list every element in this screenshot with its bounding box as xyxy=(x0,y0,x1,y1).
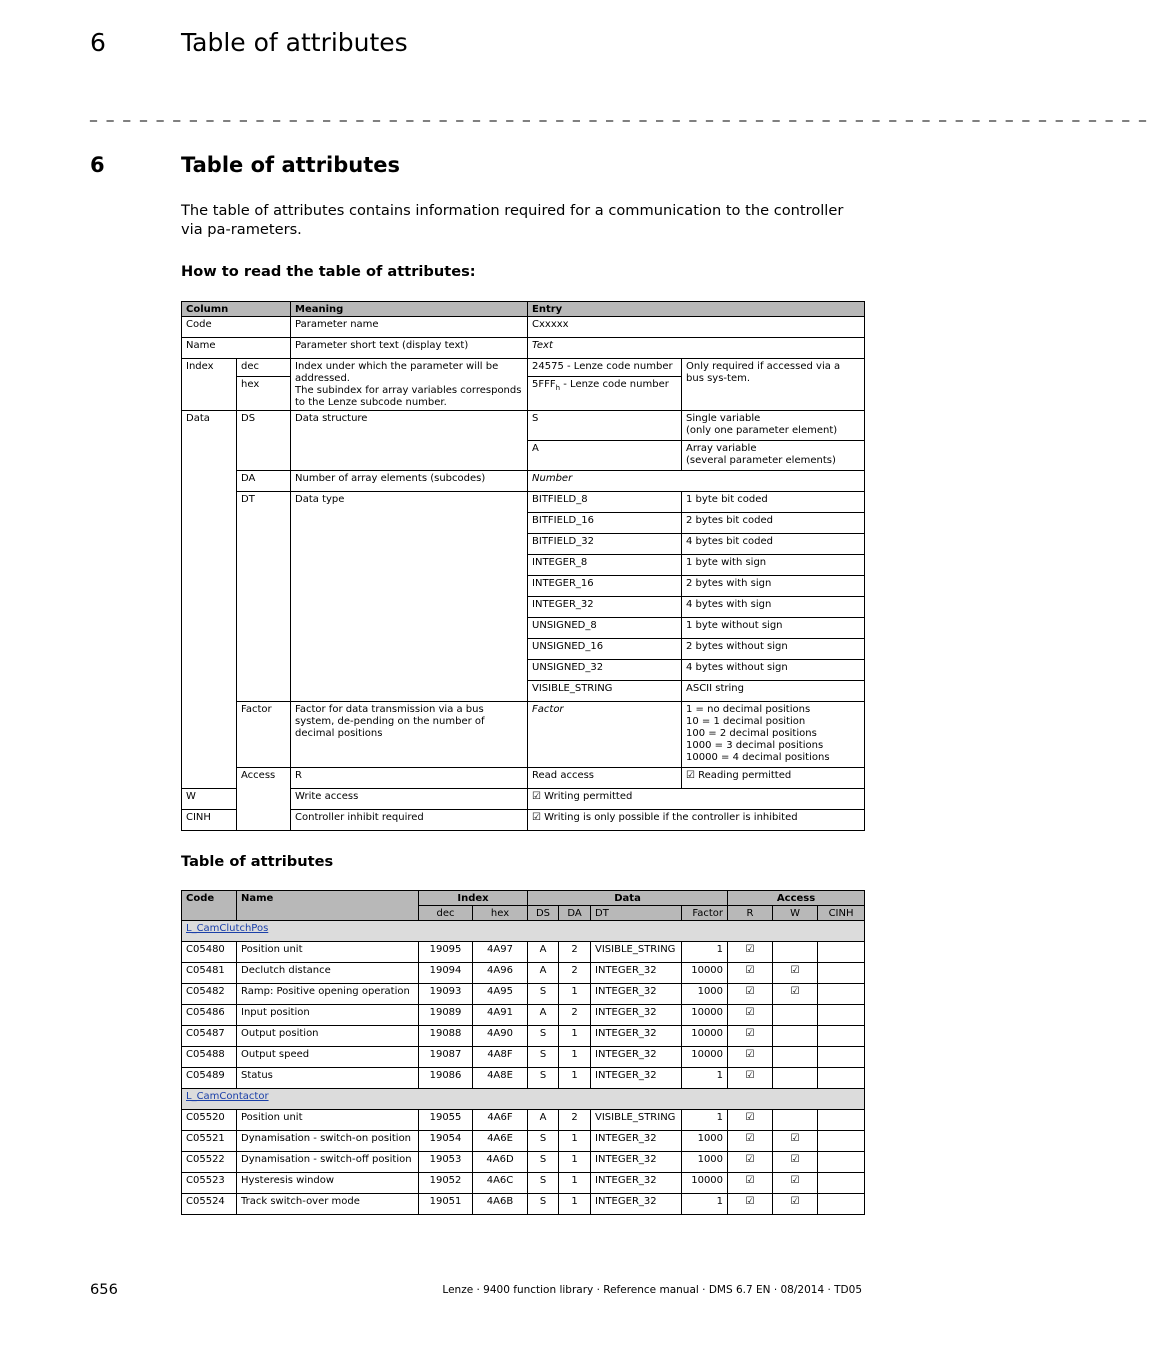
legend-access-r-entry: ☑ Reading permitted xyxy=(682,768,865,789)
footer-text: Lenze · 9400 function library · Reference manual · DMS 6.7 EN · 08/2014 · TD05 xyxy=(442,1284,862,1296)
legend-factor-entry: Factor xyxy=(528,702,682,768)
attr-dec: 19089 xyxy=(419,1005,473,1026)
attr-factor: 10000 xyxy=(682,1026,728,1047)
legend-dt-meaning: Data type xyxy=(291,492,528,702)
attr-head-hex: hex xyxy=(473,906,528,921)
attr-factor: 10000 xyxy=(682,1173,728,1194)
attr-hex: 4A8E xyxy=(473,1068,528,1089)
attr-da: 1 xyxy=(559,1047,591,1068)
legend-head-meaning: Meaning xyxy=(291,302,528,317)
attr-cinh xyxy=(818,984,865,1005)
group-row xyxy=(182,1089,865,1110)
attr-heading: Table of attributes xyxy=(181,853,334,870)
attr-ds: S xyxy=(528,1047,559,1068)
attr-da: 2 xyxy=(559,1005,591,1026)
table-row xyxy=(182,1131,865,1152)
attr-write: ☑ xyxy=(773,1173,818,1194)
legend-dt-desc: 1 byte with sign xyxy=(682,555,865,576)
attr-dt: INTEGER_32 xyxy=(591,1194,682,1215)
attr-factor: 1000 xyxy=(682,1131,728,1152)
legend-dt-sub: DT xyxy=(237,492,291,702)
page-number: 656 xyxy=(90,1281,118,1298)
legend-dt-type: UNSIGNED_8 xyxy=(528,618,682,639)
attr-dt: INTEGER_32 xyxy=(591,1068,682,1089)
attr-name: Input position xyxy=(237,1005,419,1026)
group-cell xyxy=(182,921,865,942)
attr-write xyxy=(773,942,818,963)
legend-code-meaning: Parameter name xyxy=(291,317,528,338)
table-row xyxy=(182,1026,865,1047)
legend-access-col: Access xyxy=(237,768,291,831)
attr-write: ☑ xyxy=(773,984,818,1005)
attr-cinh xyxy=(818,1068,865,1089)
attr-head-dt: DT xyxy=(591,906,682,921)
attr-code: C05482 xyxy=(182,984,237,1005)
attributes-table xyxy=(181,890,865,1215)
table-row xyxy=(182,1194,865,1215)
attr-cinh xyxy=(818,1173,865,1194)
legend-dt-desc: 1 byte without sign xyxy=(682,618,865,639)
attr-head-name: Name xyxy=(237,891,419,921)
legend-dt-type: INTEGER_16 xyxy=(528,576,682,597)
attr-dec: 19051 xyxy=(419,1194,473,1215)
legend-dt-desc: 4 bytes without sign xyxy=(682,660,865,681)
legend-dt-desc: 4 bytes with sign xyxy=(682,597,865,618)
legend-head-entry: Entry xyxy=(528,302,865,317)
attr-head-factor: Factor xyxy=(682,906,728,921)
table-row xyxy=(182,942,865,963)
table-row xyxy=(182,1173,865,1194)
group-link[interactable]: L_CamClutchPos xyxy=(186,923,269,934)
attr-cinh xyxy=(818,942,865,963)
attr-da: 1 xyxy=(559,1194,591,1215)
attr-head-code: Code xyxy=(182,891,237,921)
attr-read: ☑ xyxy=(728,1110,773,1131)
attr-head-w: W xyxy=(773,906,818,921)
header-chapter-number: 6 xyxy=(90,28,106,57)
attr-name: Position unit xyxy=(237,1110,419,1131)
table-row xyxy=(182,1110,865,1131)
legend-name-entry: Text xyxy=(528,338,865,359)
attr-dt: INTEGER_32 xyxy=(591,1131,682,1152)
attr-dt: INTEGER_32 xyxy=(591,1047,682,1068)
group-link[interactable]: L_CamContactor xyxy=(186,1091,269,1102)
attr-ds: A xyxy=(528,942,559,963)
attr-hex: 4A6B xyxy=(473,1194,528,1215)
attr-cinh xyxy=(818,1110,865,1131)
legend-da-entry: Number xyxy=(528,471,865,492)
attr-hex: 4A95 xyxy=(473,984,528,1005)
attr-da: 1 xyxy=(559,1152,591,1173)
legend-dt-type: BITFIELD_32 xyxy=(528,534,682,555)
attr-dec: 19052 xyxy=(419,1173,473,1194)
attr-write xyxy=(773,1047,818,1068)
attr-hex: 4A6E xyxy=(473,1131,528,1152)
table-row xyxy=(182,963,865,984)
attr-head-r: R xyxy=(728,906,773,921)
attr-da: 1 xyxy=(559,1068,591,1089)
attr-factor: 1 xyxy=(682,1194,728,1215)
legend-index-dec-entry: 24575 - Lenze code number xyxy=(528,359,682,377)
attr-write xyxy=(773,1005,818,1026)
legend-ds-a-desc: Array variable (several parameter elements) xyxy=(682,441,865,471)
attr-dec: 19055 xyxy=(419,1110,473,1131)
attr-name: Dynamisation - switch-on position xyxy=(237,1131,419,1152)
attr-head-cinh: CINH xyxy=(818,906,865,921)
attr-dec: 19095 xyxy=(419,942,473,963)
legend-index-hex: hex xyxy=(237,377,291,411)
attributes-table-body xyxy=(182,921,865,1215)
attr-name: Track switch-over mode xyxy=(237,1194,419,1215)
legend-index-note: Only required if accessed via a bus sys-tem. xyxy=(682,359,865,411)
attr-hex: 4A96 xyxy=(473,963,528,984)
attr-code: C05486 xyxy=(182,1005,237,1026)
legend-dt-desc: ASCII string xyxy=(682,681,865,702)
legend-name-col: Name xyxy=(182,338,291,359)
header-divider: _ _ _ _ _ _ _ _ _ _ _ _ _ _ _ _ _ _ _ _ _ _ _ _ _ _ _ _ _ _ _ _ _ _ _ _ _ _ _ _ _ _ _ _ _ _ _ _ _ _ _ _ _ _ _ _ _ _ _ _ _ _ _ _ xyxy=(90,106,1149,122)
attr-dec: 19094 xyxy=(419,963,473,984)
attr-code: C05487 xyxy=(182,1026,237,1047)
legend-dt-type: UNSIGNED_32 xyxy=(528,660,682,681)
attr-head-ds: DS xyxy=(528,906,559,921)
attr-write: ☑ xyxy=(773,1152,818,1173)
attr-da: 2 xyxy=(559,942,591,963)
attr-read: ☑ xyxy=(728,984,773,1005)
attr-head-index: Index xyxy=(419,891,528,906)
attr-factor: 1 xyxy=(682,1110,728,1131)
attr-dt: INTEGER_32 xyxy=(591,984,682,1005)
attr-factor: 1 xyxy=(682,942,728,963)
attr-cinh xyxy=(818,1005,865,1026)
attr-hex: 4A97 xyxy=(473,942,528,963)
legend-ds-s-desc: Single variable (only one parameter element) xyxy=(682,411,865,441)
attr-code: C05521 xyxy=(182,1131,237,1152)
attr-hex: 4A8F xyxy=(473,1047,528,1068)
attr-hex: 4A6D xyxy=(473,1152,528,1173)
attr-ds: S xyxy=(528,1131,559,1152)
legend-factor-sub: Factor xyxy=(237,702,291,768)
attr-name: Ramp: Positive opening operation xyxy=(237,984,419,1005)
hex-entry-post: - Lenze code number xyxy=(560,379,669,390)
legend-access-cinh-sub: CINH xyxy=(182,810,237,831)
attr-dec: 19054 xyxy=(419,1131,473,1152)
legend-dt-type: VISIBLE_STRING xyxy=(528,681,682,702)
attr-hex: 4A6F xyxy=(473,1110,528,1131)
attr-dec: 19088 xyxy=(419,1026,473,1047)
attr-cinh xyxy=(818,1026,865,1047)
attr-ds: S xyxy=(528,1194,559,1215)
attr-ds: A xyxy=(528,1005,559,1026)
legend-dt-type: INTEGER_32 xyxy=(528,597,682,618)
attr-read: ☑ xyxy=(728,1005,773,1026)
attr-da: 2 xyxy=(559,963,591,984)
attr-read: ☑ xyxy=(728,1026,773,1047)
legend-factor-desc: 1 = no decimal positions 10 = 1 decimal position 100 = 2 decimal positions 1000 = 3 decimal positions 10000 = 4 decimal positions xyxy=(682,702,865,768)
group-cell xyxy=(182,1089,865,1110)
hex-entry-sub: h xyxy=(555,384,561,392)
legend-index-meaning: Index under which the parameter will be addressed. The subindex for array variables corresponds to the Lenze subcode number. xyxy=(291,359,528,411)
attr-dt: INTEGER_32 xyxy=(591,1005,682,1026)
attr-name: Status xyxy=(237,1068,419,1089)
legend-code-col: Code xyxy=(182,317,291,338)
table-row xyxy=(182,984,865,1005)
attr-dec: 19053 xyxy=(419,1152,473,1173)
attr-cinh xyxy=(818,1131,865,1152)
legend-dt-type: INTEGER_8 xyxy=(528,555,682,576)
attr-read: ☑ xyxy=(728,1173,773,1194)
attr-code: C05523 xyxy=(182,1173,237,1194)
legend-access-w-meaning: Write access xyxy=(291,789,528,810)
legend-access-r-meaning: Read access xyxy=(528,768,682,789)
attr-name: Output position xyxy=(237,1026,419,1047)
intro-paragraph: The table of attributes contains information required for a communication to the controller via pa-rameters. xyxy=(181,202,844,238)
attr-ds: S xyxy=(528,1152,559,1173)
legend-heading: How to read the table of attributes: xyxy=(181,263,476,280)
attr-dt: VISIBLE_STRING xyxy=(591,1110,682,1131)
table-row xyxy=(182,1068,865,1089)
attr-write: ☑ xyxy=(773,1131,818,1152)
attr-write xyxy=(773,1068,818,1089)
attr-read: ☑ xyxy=(728,942,773,963)
legend-data-col: Data xyxy=(182,411,237,789)
attr-dt: VISIBLE_STRING xyxy=(591,942,682,963)
attr-ds: S xyxy=(528,1026,559,1047)
group-row xyxy=(182,921,865,942)
section-number: 6 xyxy=(90,153,105,177)
attr-factor: 10000 xyxy=(682,1005,728,1026)
attr-cinh xyxy=(818,1047,865,1068)
legend-access-cinh-entry: ☑ Writing is only possible if the controller is inhibited xyxy=(528,810,865,831)
legend-index-dec: dec xyxy=(237,359,291,377)
attr-cinh xyxy=(818,1152,865,1173)
section-title: Table of attributes xyxy=(181,153,401,177)
legend-access-cinh-meaning: Controller inhibit required xyxy=(291,810,528,831)
attr-name: Hysteresis window xyxy=(237,1173,419,1194)
attr-hex: 4A91 xyxy=(473,1005,528,1026)
attr-name: Dynamisation - switch-off position xyxy=(237,1152,419,1173)
legend-dt-type: BITFIELD_16 xyxy=(528,513,682,534)
attr-read: ☑ xyxy=(728,963,773,984)
legend-dt-desc: 2 bytes without sign xyxy=(682,639,865,660)
attr-name: Declutch distance xyxy=(237,963,419,984)
attr-read: ☑ xyxy=(728,1047,773,1068)
attr-hex: 4A6C xyxy=(473,1173,528,1194)
attr-head-access: Access xyxy=(728,891,865,906)
table-row xyxy=(182,1047,865,1068)
table-row xyxy=(182,1152,865,1173)
legend-ds-s-entry: S xyxy=(528,411,682,441)
legend-table xyxy=(181,301,865,831)
attr-da: 1 xyxy=(559,1131,591,1152)
attr-da: 1 xyxy=(559,1026,591,1047)
attr-ds: S xyxy=(528,1068,559,1089)
attr-cinh xyxy=(818,1194,865,1215)
attr-code: C05524 xyxy=(182,1194,237,1215)
attr-dec: 19087 xyxy=(419,1047,473,1068)
attr-da: 2 xyxy=(559,1110,591,1131)
header-chapter-title: Table of attributes xyxy=(181,28,408,57)
attr-read: ☑ xyxy=(728,1152,773,1173)
attr-name: Position unit xyxy=(237,942,419,963)
table-row xyxy=(182,1005,865,1026)
legend-dt-desc: 4 bytes bit coded xyxy=(682,534,865,555)
attr-da: 1 xyxy=(559,984,591,1005)
legend-index-col: Index xyxy=(182,359,237,411)
attr-head-data: Data xyxy=(528,891,728,906)
legend-code-entry: Cxxxxx xyxy=(528,317,865,338)
legend-dt-desc: 1 byte bit coded xyxy=(682,492,865,513)
attr-factor: 1 xyxy=(682,1068,728,1089)
legend-index-hex-entry xyxy=(528,377,682,411)
legend-ds-a-entry: A xyxy=(528,441,682,471)
attr-head-dec: dec xyxy=(419,906,473,921)
attr-read: ☑ xyxy=(728,1131,773,1152)
legend-access-r-sub: R xyxy=(291,768,528,789)
attr-name: Output speed xyxy=(237,1047,419,1068)
attr-dt: INTEGER_32 xyxy=(591,1026,682,1047)
legend-dt-desc: 2 bytes with sign xyxy=(682,576,865,597)
attr-factor: 1000 xyxy=(682,1152,728,1173)
attr-code: C05522 xyxy=(182,1152,237,1173)
attr-code: C05488 xyxy=(182,1047,237,1068)
legend-access-w-entry: ☑ Writing permitted xyxy=(528,789,865,810)
attr-cinh xyxy=(818,963,865,984)
legend-ds-meaning: Data structure xyxy=(291,411,528,471)
attr-head-da: DA xyxy=(559,906,591,921)
attr-ds: A xyxy=(528,963,559,984)
attr-factor: 10000 xyxy=(682,1047,728,1068)
attr-da: 1 xyxy=(559,1173,591,1194)
legend-factor-meaning: Factor for data transmission via a bus system, de-pending on the number of decimal positions xyxy=(291,702,528,768)
attr-write: ☑ xyxy=(773,963,818,984)
attr-ds: S xyxy=(528,984,559,1005)
attr-ds: A xyxy=(528,1110,559,1131)
attr-code: C05480 xyxy=(182,942,237,963)
attr-dt: INTEGER_32 xyxy=(591,1152,682,1173)
attr-code: C05520 xyxy=(182,1110,237,1131)
hex-entry-pre: 5FFF xyxy=(532,379,556,390)
attr-write xyxy=(773,1110,818,1131)
attr-code: C05481 xyxy=(182,963,237,984)
attr-ds: S xyxy=(528,1173,559,1194)
attr-write xyxy=(773,1026,818,1047)
attr-dt: INTEGER_32 xyxy=(591,963,682,984)
attr-factor: 1000 xyxy=(682,984,728,1005)
attr-dec: 19086 xyxy=(419,1068,473,1089)
legend-access-w-sub: W xyxy=(182,789,237,810)
attr-write: ☑ xyxy=(773,1194,818,1215)
attr-factor: 10000 xyxy=(682,963,728,984)
attr-read: ☑ xyxy=(728,1068,773,1089)
legend-dt-desc: 2 bytes bit coded xyxy=(682,513,865,534)
legend-dt-type: UNSIGNED_16 xyxy=(528,639,682,660)
attr-dt: INTEGER_32 xyxy=(591,1173,682,1194)
attr-code: C05489 xyxy=(182,1068,237,1089)
legend-dt-type: BITFIELD_8 xyxy=(528,492,682,513)
attr-hex: 4A90 xyxy=(473,1026,528,1047)
legend-name-meaning: Parameter short text (display text) xyxy=(291,338,528,359)
legend-da-sub: DA xyxy=(237,471,291,492)
legend-ds-sub: DS xyxy=(237,411,291,471)
attr-read: ☑ xyxy=(728,1194,773,1215)
attr-dec: 19093 xyxy=(419,984,473,1005)
legend-head-column: Column xyxy=(182,302,291,317)
legend-da-meaning: Number of array elements (subcodes) xyxy=(291,471,528,492)
